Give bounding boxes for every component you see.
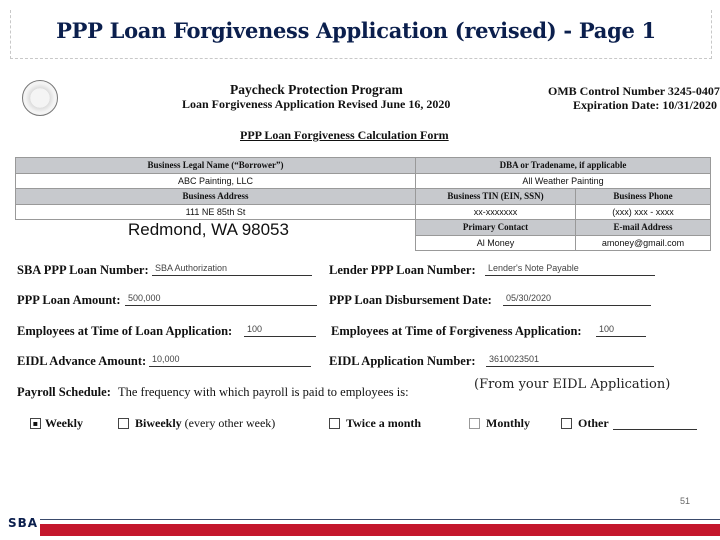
sba-seal-icon — [22, 80, 58, 116]
email-value[interactable]: amoney@gmail.com — [576, 235, 711, 251]
payroll-schedule-label: Payroll Schedule: — [17, 385, 111, 399]
phone-header: Business Phone — [576, 189, 711, 205]
employees-loan-app-field[interactable]: 100 — [244, 323, 316, 337]
tin-header: Business TIN (EIN, SSN) — [416, 189, 576, 205]
contact-header: Primary Contact — [416, 220, 576, 236]
eidl-number-label: EIDL Application Number: — [329, 354, 476, 368]
expiration-date: Expiration Date: 10/31/2020 — [573, 98, 717, 112]
eidl-advance-label: EIDL Advance Amount: — [17, 354, 147, 368]
sba-loan-number-label: SBA PPP Loan Number: — [17, 263, 149, 277]
page-number: 51 — [680, 496, 691, 506]
other-checkbox[interactable] — [561, 418, 572, 429]
twice-a-month-label: Twice a month — [346, 416, 422, 430]
biweekly-label: Biweekly (every other week) — [135, 416, 276, 430]
payroll-schedule-description: The frequency with which payroll is paid to employees is: — [118, 385, 409, 399]
phone-value[interactable]: (xxx) xxx - xxxx — [576, 204, 711, 220]
monthly-label: Monthly — [486, 416, 531, 430]
loan-amount-field[interactable]: 500,000 — [125, 292, 317, 306]
footer-bar — [40, 524, 720, 536]
biweekly-checkbox[interactable] — [118, 418, 129, 429]
borrower-info-table — [15, 157, 711, 251]
form-title: PPP Loan Forgiveness Calculation Form — [240, 128, 449, 142]
other-label: Other — [578, 416, 609, 430]
address-header: Business Address — [16, 189, 416, 205]
loan-amount-label: PPP Loan Amount: — [17, 293, 121, 307]
legal-name-value[interactable]: ABC Painting, LLC — [16, 173, 416, 189]
twice-a-month-checkbox[interactable] — [329, 418, 340, 429]
dba-value[interactable]: All Weather Painting — [416, 173, 711, 189]
form-subtitle: Loan Forgiveness Application Revised June 16, 2020 — [182, 97, 451, 111]
city-state-zip[interactable]: Redmond, WA 98053 — [128, 220, 289, 239]
employees-forgiveness-field[interactable]: 100 — [596, 323, 646, 337]
slide-title: PPP Loan Forgiveness Application (revised) - Page 1 — [56, 18, 656, 43]
eidl-note: (From your EIDL Application) — [474, 377, 671, 392]
address-value[interactable]: 111 NE 85th St — [16, 204, 416, 220]
employees-loan-app-label: Employees at Time of Loan Application: — [17, 324, 233, 338]
eidl-number-field[interactable]: 3610023501 — [486, 353, 654, 367]
lender-loan-number-field[interactable]: Lender's Note Payable — [485, 262, 655, 276]
disbursement-date-field[interactable]: 05/30/2020 — [503, 292, 651, 306]
weekly-label: Weekly — [45, 416, 83, 430]
omb-control-number: OMB Control Number 3245-0407 — [548, 84, 720, 98]
disbursement-date-label: PPP Loan Disbursement Date: — [329, 293, 492, 307]
sba-loan-number-field[interactable]: SBA Authorization — [152, 262, 312, 276]
program-name: Paycheck Protection Program — [230, 82, 403, 97]
eidl-advance-field[interactable]: 10,000 — [149, 353, 311, 367]
legal-name-header: Business Legal Name (“Borrower”) — [16, 158, 416, 174]
tin-value[interactable]: xx-xxxxxxx — [416, 204, 576, 220]
other-field[interactable] — [613, 416, 697, 430]
lender-loan-number-label: Lender PPP Loan Number: — [329, 263, 476, 277]
dba-header: DBA or Tradename, if applicable — [416, 158, 711, 174]
contact-value[interactable]: Al Money — [416, 235, 576, 251]
footer-rule — [40, 519, 720, 520]
sba-logo: SBA — [8, 516, 39, 530]
monthly-checkbox[interactable] — [469, 418, 480, 429]
email-header: E-mail Address — [576, 220, 711, 236]
weekly-checkbox[interactable]: ▪ — [30, 418, 41, 429]
employees-forgiveness-label: Employees at Time of Forgiveness Application: — [331, 324, 582, 338]
